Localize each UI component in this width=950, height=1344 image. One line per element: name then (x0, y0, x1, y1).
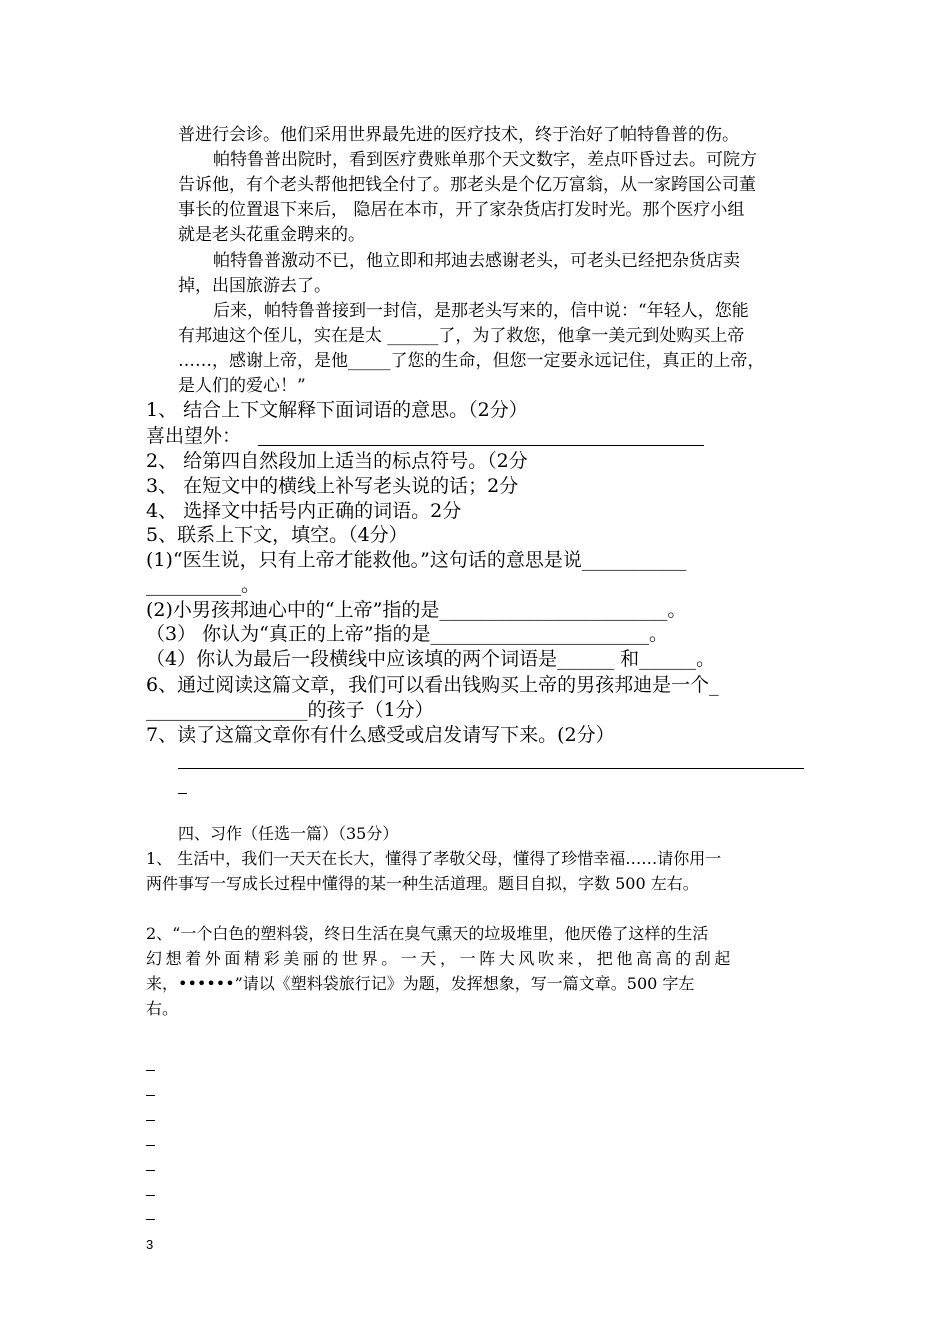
writing-dash-5 (146, 1170, 155, 1171)
passage-line-1: 普进行会诊。他们采用世界最先进的医疗技术，终于治好了帕特鲁普的伤。 (178, 125, 739, 145)
question-5: 5、联系上下文，填空。（4分） (146, 524, 408, 546)
question-5-1: (1)“医生说，只有上帝才能救他。”这句话的意思是说___________ (146, 549, 687, 571)
writing-dash-1 (146, 1070, 155, 1071)
writing-dash-7 (146, 1219, 155, 1220)
passage-line-4: 事长的位置退下来后， 隐居在本市，开了家杂货店打发时光。那个医疗小组 (178, 200, 745, 220)
question-3: 3、 在短文中的横线上补写老头说的话；2分 (146, 475, 519, 497)
passage-line-10: ……，感谢上帝，是他_____了您的生命，但您一定要永远记住，真正的上帝， (178, 351, 765, 371)
passage-line-8: 后来，帕特鲁普接到一封信，是那老头写来的，信中说：“年轻人，您能 (213, 301, 749, 321)
page-number: 3 (146, 1237, 154, 1252)
passage-line-11: 是人们的爱心！” (178, 376, 306, 396)
question-5-2: (2)小男孩邦迪心中的“上帝”指的是________________________。 (146, 599, 687, 621)
essay-topic-2-line-4: 右。 (146, 999, 179, 1018)
question-7-answer-line[interactable] (178, 768, 804, 769)
writing-dash-2 (146, 1095, 155, 1096)
essay-topic-2-line-1: 2、“一个白色的塑料袋，终日生活在臭气熏天的垃圾堆里，他厌倦了这样的生活 (146, 924, 709, 943)
passage-line-7: 掉，出国旅游去了。 (178, 276, 331, 296)
question-1-answer-line[interactable] (258, 445, 704, 446)
writing-dash-3 (146, 1120, 155, 1121)
passage-line-5: 就是老头花重金聘来的。 (178, 225, 365, 245)
question-1: 1、 结合上下文解释下面词语的意思。（2分） (146, 399, 528, 421)
question-5-3: （3） 你认为“真正的上帝”指的是_______________________。 (146, 623, 669, 645)
essay-topic-2-line-2: 幻想着外面精彩美丽的世界。一天，一阵大风吹来，把他高高的刮起 (146, 949, 735, 968)
question-4: 4、 选择文中括号内正确的词语。2分 (146, 500, 462, 522)
passage-line-2: 帕特鲁普出院时，看到医疗费账单那个天文数字，差点吓昏过去。可院方 (213, 150, 757, 170)
passage-line-9: 有邦迪这个侄儿，实在是太 ______了，为了救您，他拿一美元到处购买上帝 (178, 326, 745, 346)
question-2: 2、 给第四自然段加上适当的标点符号。（2分 (146, 450, 528, 472)
essay-heading: 四、习作（任选一篇）（35分） (178, 824, 399, 843)
passage-line-3: 告诉他，有个老头帮他把钱全付了。那老头是个亿万富翁，从一家跨国公司董 (178, 175, 756, 195)
essay-topic-1-line-1: 1、 生活中，我们一天天在长大，懂得了孝敬父母，懂得了珍惜幸福……请你用一 (146, 849, 722, 868)
question-5-1-continued: __________。 (146, 574, 261, 596)
question-6: 6、通过阅读这篇文章，我们可以看出钱购买上帝的男孩邦迪是一个_ (146, 674, 719, 696)
passage-line-6: 帕特鲁普激动不已，他立即和邦迪去感谢老头，可老头已经把杂货店卖 (213, 251, 740, 271)
answer-dash (178, 793, 187, 794)
question-1-word: 喜出望外： (146, 425, 242, 447)
question-6-continued: _________________的孩子（1分） (146, 699, 434, 721)
writing-dash-4 (146, 1145, 155, 1146)
question-5-4: （4）你认为最后一段横线中应该填的两个词语是______ 和______。 (146, 648, 716, 670)
question-7: 7、读了这篇文章你有什么感受或启发请写下来。(2分） (146, 724, 615, 746)
essay-topic-1-line-2: 两件事写一写成长过程中懂得的某一种生活道理。题目自拟，字数 500 左右。 (146, 874, 699, 893)
essay-topic-2-line-3: 来，••••••”请以《塑料袋旅行记》为题，发挥想象，写一篇文章。500 字左 (146, 974, 695, 993)
writing-dash-6 (146, 1195, 155, 1196)
